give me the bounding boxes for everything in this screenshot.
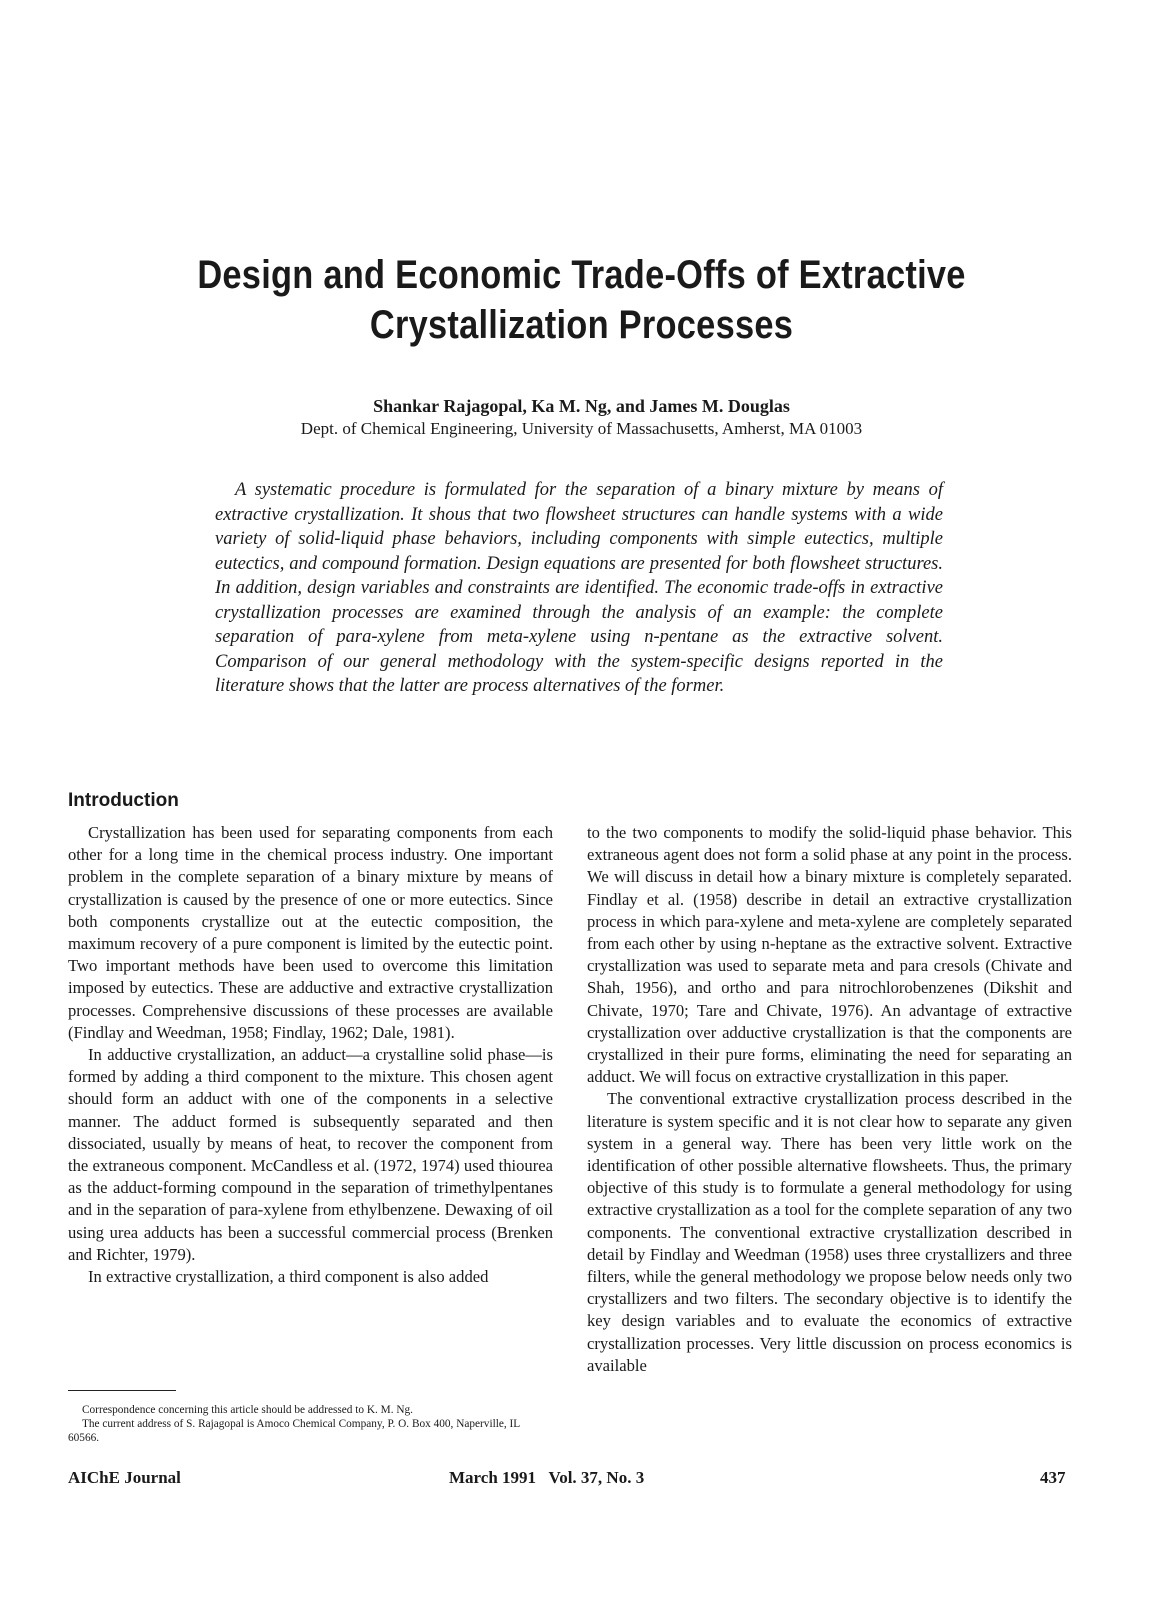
- title-line-1: Design and Economic Trade-Offs of Extractive: [197, 253, 966, 297]
- footnotes: [68, 1403, 553, 1445]
- paragraph: In extractive crystallization, a third component is also added: [88, 1267, 489, 1287]
- abstract: A systematic procedure is formulated for the separation of a binary mixture by means of extractive crystallization. It shous that two flowsheet structures can handle systems with a wide variety of solid-liquid phase behaviors, including components with simple eutectics, multiple eutectics, and compound formation. Design equations are presented for both flowsheet structures. In addition, design variables and constraints are identified. The economic trade-offs in extractive crystallization processes are examined through the analysis of an example: the complete separation of para-xylene from meta-xylene using n-pentane as the extractive solvent. Comparison of our general methodology with the system-specific designs reported in the literature shows that the latter are process alternatives of the former.: [215, 480, 943, 696]
- right-column: [587, 822, 1072, 1377]
- issue-info: March 1991 Vol. 37, No. 3: [449, 1468, 645, 1487]
- paragraph: The conventional extractive crystallization process described in the literature is system specific and it is not clear how to separate any given system in a general way. There has been very little work on the identification of other possible alternative flowsheets. Thus, the primary objective of this study is to formulate a general methodology for using extractive crystallization as a tool for the complete separation of any two components. The conventional extractive crystallization described in detail by Findlay and Weedman (1958) uses three crystallizers and three filters, while the general methodology we propose below needs only two crystallizers and two filters. The secondary objective is to identify the key design variables and to evaluate the economics of extractive crystallization processes. Very little discussion on process economics is available: [587, 1089, 1072, 1375]
- journal-name: AIChE Journal: [68, 1468, 181, 1487]
- left-column: [68, 822, 553, 1288]
- paragraph: In adductive crystallization, an adduct—a crystalline solid phase—is formed by adding a third component to the mixture. This chosen agent should form an adduct with one of the components in a selective manner. The adduct formed is subsequently separated and then dissociated, usually by means of heat, to recover the component from the extraneous component. McCandless et al. (1972, 1974) used thiourea as the adduct-forming compound in the separation of trimethylpentanes and in the separation of para-xylene from ethylbenzene. Dewaxing of oil using urea adducts has been a successful commercial process (Brenken and Richter, 1979).: [68, 1045, 553, 1264]
- affiliation: Dept. of Chemical Engineering, University of Massachusetts, Amherst, MA 01003: [300, 419, 863, 438]
- section-heading: Introduction: [68, 790, 179, 811]
- author-list: Shankar Rajagopal, Ka M. Ng, and James M. Douglas: [373, 396, 790, 416]
- footnote: Correspondence concerning this article should be addressed to K. M. Ng.: [82, 1404, 413, 1416]
- paragraph: Crystallization has been used for separating components from each other for a long time in the chemical process industry. One important problem in the complete separation of a binary mixture by means of crystallization is caused by the presence of one or more eutectics. Since both components crystallize out at the eutectic composition, the maximum recovery of a pure component is limited by the eutectic point. Two important methods have been used to overcome this limitation imposed by eutectics. These are adductive and extractive crystallization processes. Comprehensive discussions of these processes are available (Findlay and Weedman, 1958; Findlay, 1962; Dale, 1981).: [68, 823, 553, 1042]
- title-line-2: Crystallization Processes: [369, 303, 794, 347]
- paragraph: to the two components to modify the solid-liquid phase behavior. This extraneous agent does not form a solid phase at any point in the process. We will discuss in detail how a binary mixture is completely separated. Findlay et al. (1958) describe in detail an extractive crystallization process in which para-xylene and meta-xylene are completely separated from each other by using n-heptane as the extractive solvent. Extractive crystallization was used to separate meta and para cresols (Chivate and Shah, 1956), and ortho and para nitrochlorobenzenes (Dikshit and Chivate, 1970; Tare and Chivate, 1976). An advantage of extractive crystallization over adductive crystallization is that the components are crystallized in their pure forms, eliminating the need for separating an adduct. We will focus on extractive crystallization in this paper.: [587, 823, 1072, 1087]
- paper-title: [142, 250, 1022, 350]
- page-number: 437: [1040, 1468, 1066, 1487]
- footnote: The current address of S. Rajagopal is Amoco Chemical Company, P. O. Box 400, Naperville, IL 60566.: [68, 1418, 520, 1444]
- footnote-divider: [68, 1390, 176, 1391]
